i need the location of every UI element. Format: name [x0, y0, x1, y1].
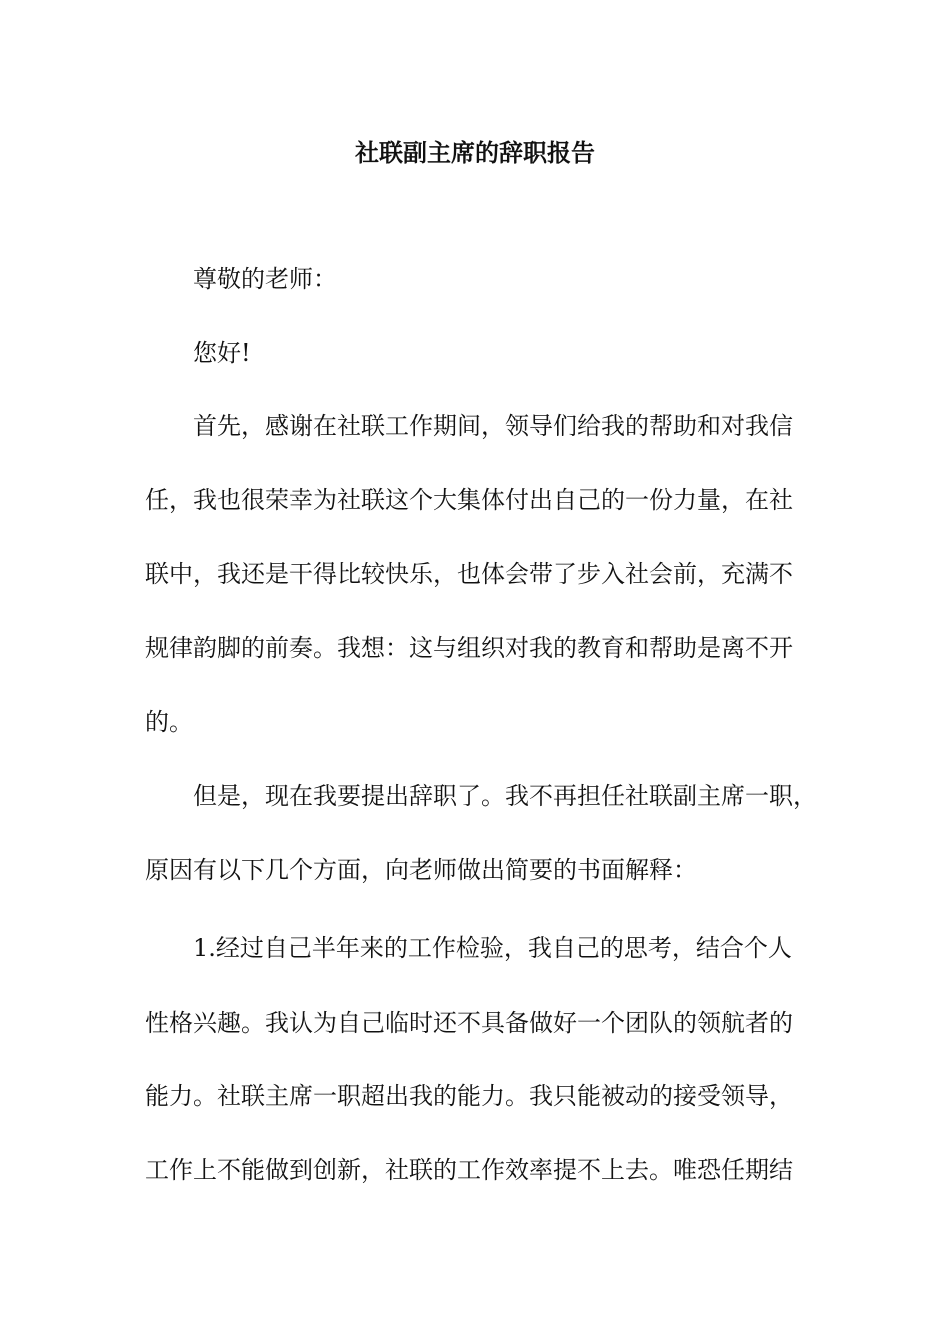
- paragraph-line: 但是，现在我要提出辞职了。我不再担任社联副主席一职，: [193, 782, 817, 810]
- paragraph-line: 工作上不能做到创新，社联的工作效率提不上去。唯恐任期结: [145, 1156, 793, 1184]
- document-title: 社联副主席的辞职报告: [355, 138, 595, 167]
- salutation: 尊敬的老师：: [193, 265, 337, 293]
- paragraph-line: 首先，感谢在社联工作期间，领导们给我的帮助和对我信: [193, 412, 793, 440]
- paragraph-line: 的。: [145, 708, 193, 736]
- paragraph-line: 1.经过自己半年来的工作检验，我自己的思考，结合个人: [193, 934, 792, 962]
- greeting: 您好!: [193, 339, 251, 367]
- paragraph-line: 能力。社联主席一职超出我的能力。我只能被动的接受领导，: [145, 1082, 793, 1110]
- paragraph-line: 联中，我还是干得比较快乐，也体会带了步入社会前，充满不: [145, 560, 793, 588]
- paragraph-line: 任，我也很荣幸为社联这个大集体付出自己的一份力量，在社: [145, 486, 793, 514]
- paragraph-line: 原因有以下几个方面，向老师做出简要的书面解释：: [145, 856, 697, 884]
- paragraph-line: 性格兴趣。我认为自己临时还不具备做好一个团队的领航者的: [145, 1009, 793, 1037]
- paragraph-line: 规律韵脚的前奏。我想：这与组织对我的教育和帮助是离不开: [145, 634, 793, 662]
